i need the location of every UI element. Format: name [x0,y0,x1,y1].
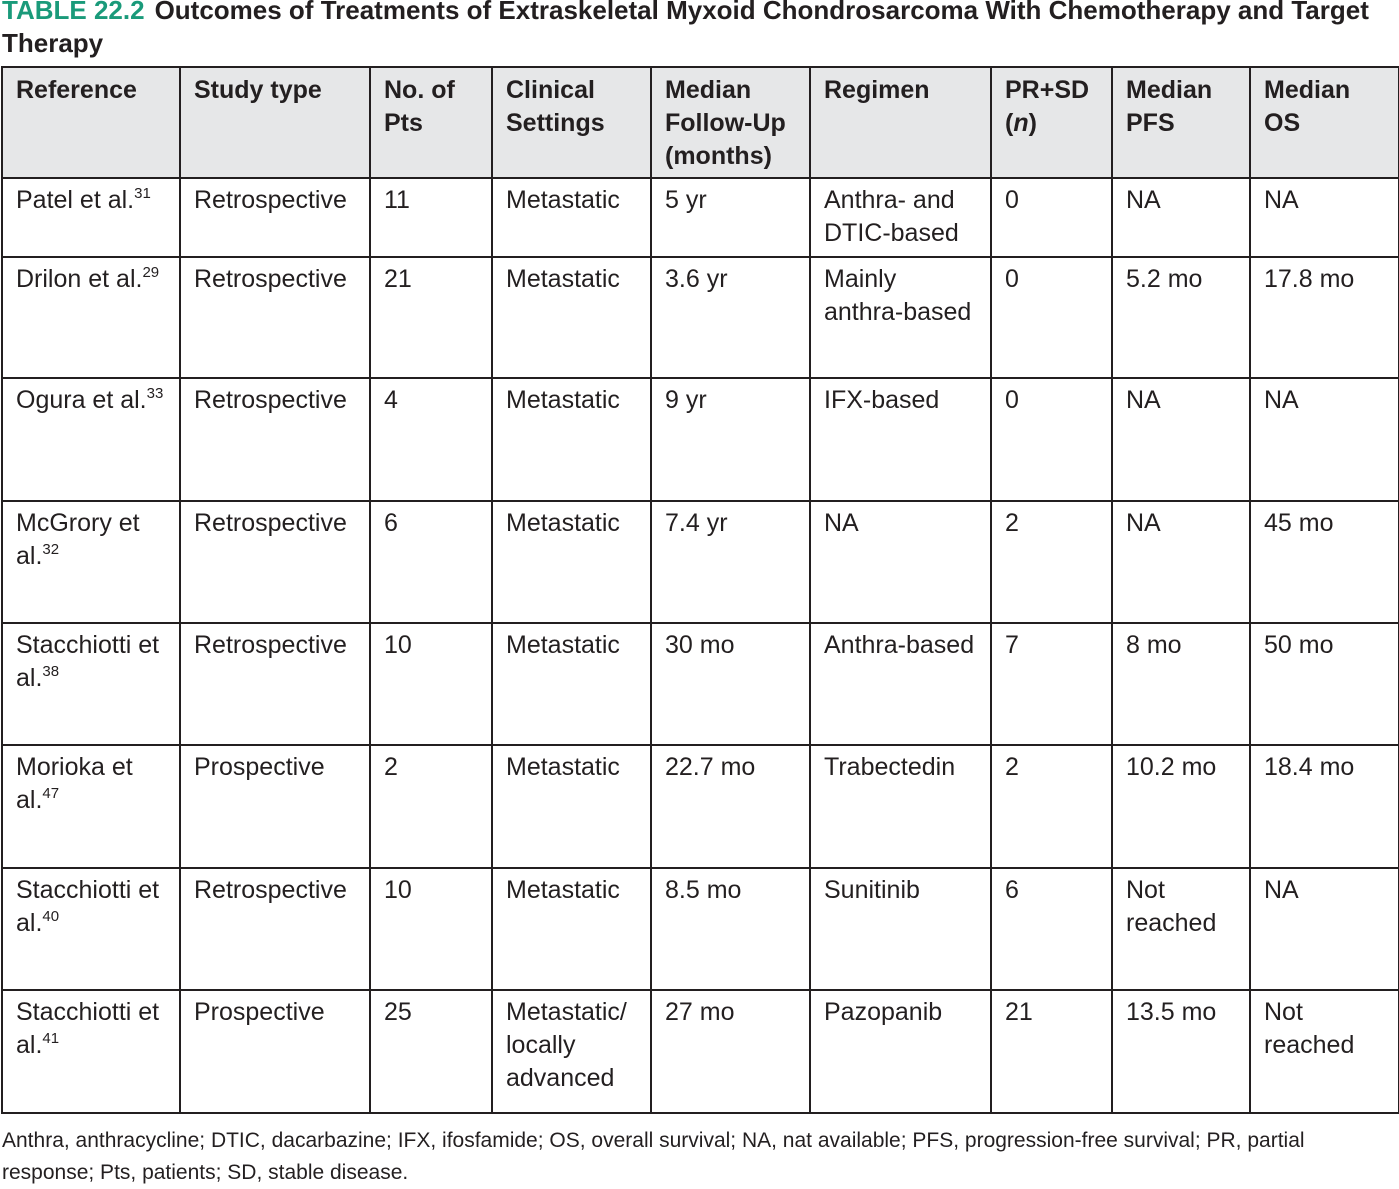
reference-text: Morioka et al. [16,753,133,814]
table-label: TABLE 22.2 [2,0,145,25]
cell-median-os: 17.8 mo [1250,257,1399,378]
cell-median-follow-up: 8.5 mo [651,868,810,990]
table-title: Outcomes of Treatments of Extraskeletal Myxoid Chondrosarcoma With Chemotherapy and Target Therapy [2,0,1369,58]
cell-median-follow-up: 30 mo [651,623,810,745]
cell-median-os: 18.4 mo [1250,745,1399,868]
cell-clinical-settings: Metastatic [492,745,651,868]
cell-pr-sd: 2 [991,501,1112,623]
cell-pr-sd: 0 [991,178,1112,257]
cell-regimen: NA [810,501,991,623]
cell-regimen: Sunitinib [810,868,991,990]
cell-reference [2,257,180,378]
cell-median-os: NA [1250,868,1399,990]
header-no-pts: No. of Pts [370,67,492,178]
cell-study-type: Retrospective [180,501,370,623]
reference-number: 47 [42,785,60,802]
cell-no-pts: 6 [370,501,492,623]
reference-number: 29 [142,264,160,281]
cell-median-follow-up: 3.6 yr [651,257,810,378]
cell-reference [2,990,180,1113]
reference-text: Drilon et al. [16,265,143,293]
header-regimen: Regimen [810,67,991,178]
cell-clinical-settings: Metastatic/ locally advanced [492,990,651,1113]
cell-study-type: Retrospective [180,257,370,378]
cell-median-pfs: 10.2 mo [1112,745,1250,868]
cell-pr-sd: 6 [991,868,1112,990]
header-pr-sd [991,67,1112,178]
table-row [2,623,1399,745]
cell-study-type: Prospective [180,745,370,868]
cell-regimen: Mainly anthra-based [810,257,991,378]
reference-text: Ogura et al. [16,386,147,414]
cell-reference [2,745,180,868]
cell-reference [2,623,180,745]
cell-no-pts: 4 [370,378,492,501]
cell-study-type: Retrospective [180,378,370,501]
cell-clinical-settings: Metastatic [492,378,651,501]
reference-text: Stacchiotti et al. [16,998,160,1059]
cell-median-follow-up: 7.4 yr [651,501,810,623]
cell-no-pts: 11 [370,178,492,257]
cell-reference [2,868,180,990]
cell-clinical-settings: Metastatic [492,623,651,745]
table-row [2,745,1399,868]
cell-median-pfs: 5.2 mo [1112,257,1250,378]
table-row [2,868,1399,990]
header-row [2,67,1399,178]
reference-number: 38 [42,663,60,680]
cell-median-os: 45 mo [1250,501,1399,623]
cell-regimen: IFX-based [810,378,991,501]
cell-median-follow-up: 27 mo [651,990,810,1113]
cell-median-pfs: 8 mo [1112,623,1250,745]
cell-pr-sd: 21 [991,990,1112,1113]
cell-median-os: NA [1250,178,1399,257]
table-row [2,257,1399,378]
cell-median-follow-up: 22.7 mo [651,745,810,868]
cell-study-type: Retrospective [180,623,370,745]
header-reference: Reference [2,67,180,178]
cell-regimen: Anthra- and DTIC-based [810,178,991,257]
header-median-follow-up: Median Follow-Up (months) [651,67,810,178]
header-pr-sd-label: PR+SD [1005,76,1090,104]
cell-median-os: NA [1250,378,1399,501]
cell-regimen: Anthra-based [810,623,991,745]
cell-median-os: Not reached [1250,990,1399,1113]
cell-regimen: Trabectedin [810,745,991,868]
cell-reference [2,178,180,257]
cell-study-type: Retrospective [180,868,370,990]
reference-number: 41 [42,1030,60,1047]
cell-clinical-settings: Metastatic [492,178,651,257]
cell-pr-sd: 2 [991,745,1112,868]
cell-regimen: Pazopanib [810,990,991,1113]
table-row [2,178,1399,257]
cell-study-type: Retrospective [180,178,370,257]
cell-no-pts: 10 [370,623,492,745]
header-median-os: Median OS [1250,67,1399,178]
header-study-type: Study type [180,67,370,178]
cell-median-pfs: Not reached [1112,868,1250,990]
reference-number: 31 [134,185,151,202]
cell-median-pfs: 13.5 mo [1112,990,1250,1113]
reference-number: 32 [42,541,60,558]
cell-pr-sd: 7 [991,623,1112,745]
reference-text: McGrory et al. [16,509,140,570]
cell-clinical-settings: Metastatic [492,257,651,378]
cell-study-type: Prospective [180,990,370,1113]
table-footnote: Anthra, anthracycline; DTIC, dacarbazine; IFX, ifosfamide; OS, overall survival; NA, nat available; PFS, progression-free survival; PR, partial response; Pts, patients; SD, stable disease. [2,1129,1305,1184]
table-caption [2,0,1396,60]
cell-no-pts: 21 [370,257,492,378]
cell-no-pts: 25 [370,990,492,1113]
cell-pr-sd: 0 [991,378,1112,501]
header-median-pfs: Median PFS [1112,67,1250,178]
cell-no-pts: 10 [370,868,492,990]
cell-median-pfs: NA [1112,378,1250,501]
table-row [2,501,1399,623]
cell-pr-sd: 0 [991,257,1112,378]
cell-median-follow-up: 9 yr [651,378,810,501]
reference-number: 40 [42,908,60,925]
cell-clinical-settings: Metastatic [492,868,651,990]
reference-number: 33 [146,385,164,402]
cell-median-follow-up: 5 yr [651,178,810,257]
reference-text: Patel et al. [16,186,135,214]
cell-no-pts: 2 [370,745,492,868]
cell-median-pfs: NA [1112,501,1250,623]
reference-text: Stacchiotti et al. [16,876,160,937]
header-clinical-settings: Clinical Settings [492,67,651,178]
cell-reference [2,501,180,623]
header-pr-sd-unit: (n) [1005,109,1037,137]
header-pr-sd-unit-n: n [1013,109,1029,137]
cell-median-pfs: NA [1112,178,1250,257]
reference-text: Stacchiotti et al. [16,631,160,692]
table-row [2,378,1399,501]
table-row [2,990,1399,1113]
cell-reference [2,378,180,501]
outcomes-table [1,66,1399,1114]
cell-clinical-settings: Metastatic [492,501,651,623]
cell-median-os: 50 mo [1250,623,1399,745]
